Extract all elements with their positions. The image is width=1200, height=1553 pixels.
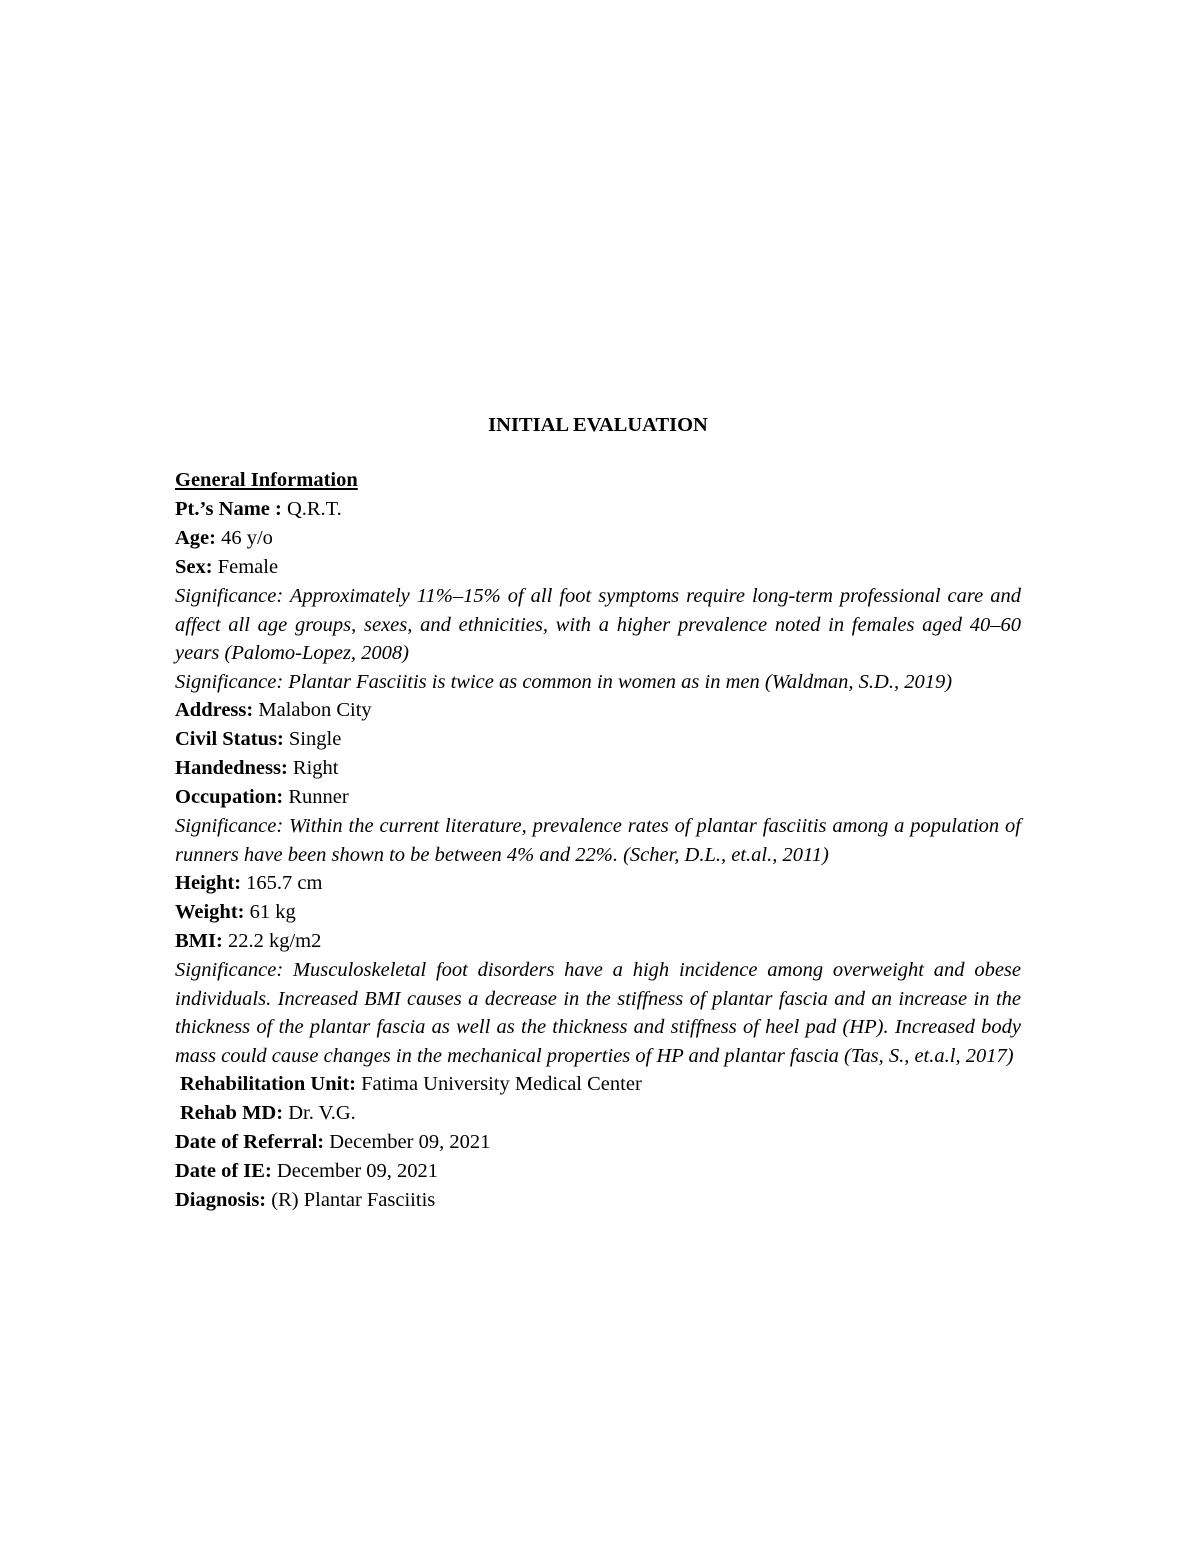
field-age (175, 524, 1021, 553)
field-address (175, 696, 1021, 725)
field-value: Malabon City (253, 699, 372, 721)
field-value: Female (212, 556, 279, 578)
field-label: Address: (175, 699, 254, 721)
field-handedness (175, 754, 1021, 783)
field-value: Fatima University Medical Center (355, 1073, 642, 1095)
section-heading-general-information: General Information (175, 469, 358, 491)
field-value: Right (287, 757, 339, 779)
significance-gender-ratio: Significance: Plantar Fasciitis is twice as common in women as in men (Waldman, S.D., 2019) (175, 670, 953, 693)
field-label: Date of Referral: (175, 1131, 325, 1153)
field-value: 22.2 kg/m2 (222, 930, 322, 952)
field-label: Weight: (175, 901, 245, 923)
field-value: 46 y/o (215, 527, 273, 549)
field-label: Rehab MD: (180, 1102, 284, 1124)
field-value: Runner (283, 786, 349, 808)
field-label: Civil Status: (175, 728, 284, 750)
document-title: INITIAL EVALUATION (488, 414, 708, 436)
field-value: December 09, 2021 (271, 1160, 439, 1182)
field-value: 61 kg (244, 901, 296, 923)
field-value: Single (283, 728, 342, 750)
field-label: Height: (175, 872, 242, 894)
field-value: (R) Plantar Fasciitis (266, 1189, 436, 1211)
field-label: BMI: (175, 930, 223, 952)
title-spacer (175, 440, 1021, 466)
field-label: Date of IE: (175, 1160, 272, 1182)
field-label: Handedness: (175, 757, 288, 779)
field-rehabilitation-unit (175, 1070, 1021, 1099)
field-patient-name (175, 495, 1021, 524)
field-value: 165.7 cm (241, 872, 323, 894)
field-sex (175, 553, 1021, 582)
field-value: December 09, 2021 (324, 1131, 491, 1153)
field-label: Rehabilitation Unit: (180, 1073, 356, 1095)
field-bmi (175, 927, 1021, 956)
field-date-of-ie (175, 1157, 1021, 1186)
field-weight (175, 898, 1021, 927)
document-content (175, 411, 1021, 1215)
field-label: Occupation: (175, 786, 284, 808)
field-civil-status (175, 725, 1021, 754)
field-label: Pt.’s Name : (175, 498, 282, 520)
field-label: Diagnosis: (175, 1189, 267, 1211)
significance-runners: Significance: Within the current literature, prevalence rates of plantar fasciitis among a population of runners have been shown to be between 4% and 22%. (Scher, D.L., et.al., 2011) (175, 815, 1021, 866)
field-label: Sex: (175, 556, 213, 578)
field-value: Dr. V.G. (283, 1102, 356, 1124)
field-rehab-md (175, 1099, 1021, 1128)
field-height (175, 869, 1021, 898)
field-diagnosis (175, 1186, 1021, 1215)
field-label: Age: (175, 527, 216, 549)
field-value: Q.R.T. (281, 498, 342, 520)
significance-bmi: Significance: Musculoskeletal foot disorders have a high incidence among overweight and obese individuals. Increased BMI causes a decrease in the stiffness of plantar fascia and an increase in the thickness of the plantar fascia as well as the thickness and stiffness of heel pad (HP). Increased body mass could cause changes in the mechanical properties of HP and plantar fascia (Tas, S., et.a.l, 2017) (175, 959, 1021, 1067)
field-date-of-referral (175, 1128, 1021, 1157)
field-occupation (175, 783, 1021, 812)
significance-sex-prevalence: Significance: Approximately 11%–15% of all foot symptoms require long-term professional care and affect all age groups, sexes, and ethnicities, with a higher prevalence noted in females aged 40–60 years (Palomo-Lopez, 2008) (175, 585, 1021, 664)
